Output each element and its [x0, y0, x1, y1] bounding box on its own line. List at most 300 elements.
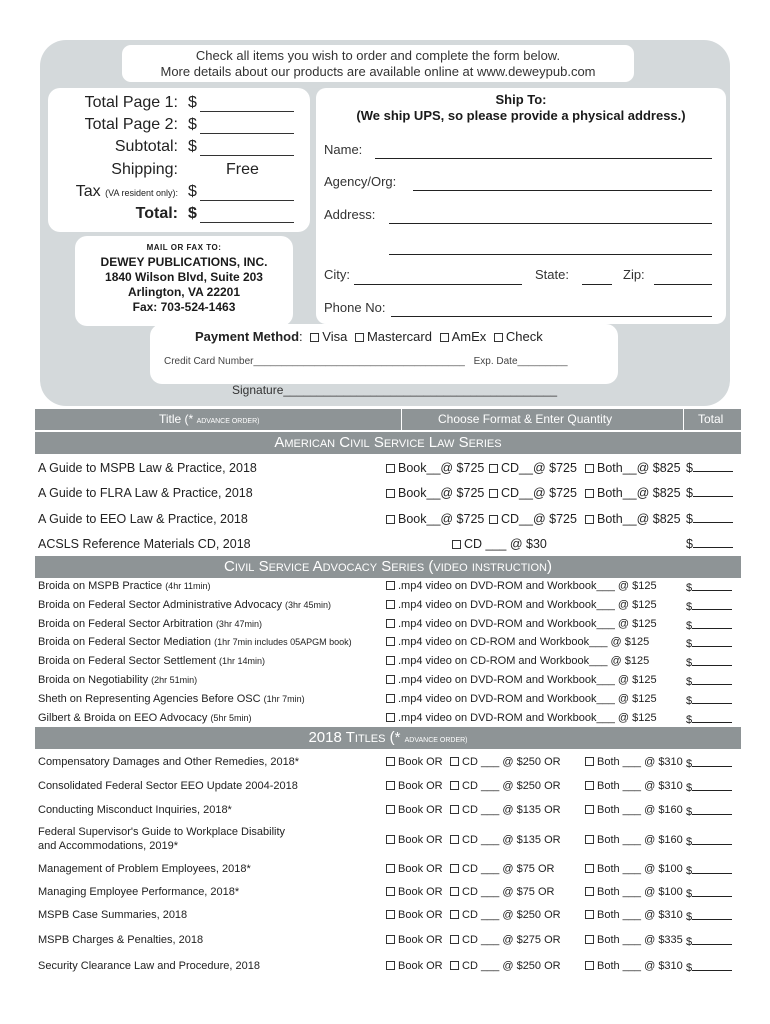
dollar-sign: $: [686, 936, 693, 948]
format-option: [382, 909, 443, 921]
checkbox[interactable]: [386, 515, 395, 524]
checkbox[interactable]: [585, 781, 594, 790]
amex-checkbox[interactable]: [440, 333, 449, 342]
subtotal-row: Subtotal: $: [48, 138, 310, 160]
option-label: .mp4 video on DVD-ROM and Workbook___ @ $125: [398, 692, 657, 705]
option-label: Book OR: [398, 934, 443, 946]
checkbox[interactable]: [585, 515, 594, 524]
format-options: [38, 934, 738, 948]
shipping-row: Shipping: Free: [111, 161, 259, 178]
checkbox[interactable]: [386, 910, 395, 919]
title-text: Broida on MSPB Practice: [38, 580, 163, 592]
format-options: [38, 863, 738, 877]
total-field[interactable]: [692, 636, 732, 647]
item-title: A Guide to MSPB Law & Practice, 2018: [38, 461, 257, 475]
duration: (3hr 45min): [285, 599, 332, 610]
row-total: [686, 655, 732, 669]
format-option: [382, 960, 443, 972]
agency-field[interactable]: [413, 190, 712, 191]
row-total: [686, 960, 732, 974]
tax-row: Tax (VA resident only): $: [48, 183, 310, 205]
checkbox[interactable]: [585, 489, 594, 498]
duration: (2hr 51min): [151, 675, 198, 685]
checkbox[interactable]: [450, 935, 459, 944]
option-label: CD ___ @ $250 OR: [462, 909, 561, 921]
name-label: Name:: [324, 142, 363, 157]
checkbox[interactable]: [585, 464, 594, 473]
option-label: CD ___ @ $75 OR: [462, 886, 555, 898]
payment-box: [150, 324, 618, 384]
checkbox[interactable]: [585, 961, 594, 970]
dollar-sign: $: [686, 486, 693, 500]
option-label: .mp4 video on DVD-ROM and Workbook___ @ $125: [398, 711, 657, 724]
header-divider: [401, 409, 402, 430]
title-text: MSPB Charges & Penalties, 2018: [38, 934, 204, 946]
title-text: Federal Supervisor's Guide to Workplace Disability: [38, 826, 286, 838]
title-text: Management of Problem Employees, 2018*: [38, 863, 251, 875]
option-label: CD ___ @ $30: [464, 537, 547, 551]
option-label: CD ___ @ $250 OR: [462, 780, 561, 792]
option-label: CD ___ @ $135 OR: [462, 804, 561, 816]
duration: (4hr 11min): [165, 581, 211, 591]
format-options: [38, 886, 738, 900]
mail-fax-box: [75, 236, 293, 326]
total-page-2-field[interactable]: [200, 133, 294, 134]
item-title: [38, 580, 211, 592]
title-text: Broida on Federal Sector Settlement: [38, 655, 216, 668]
option-label: Both__@ $825: [597, 461, 681, 475]
total-field[interactable]: [693, 537, 733, 548]
item-title: [38, 693, 305, 705]
total-column-header: Total: [698, 412, 724, 426]
option-label: Book__@ $725: [398, 512, 485, 526]
format-option: [382, 655, 649, 667]
option-label: CD__@ $725: [501, 512, 577, 526]
row-total: [686, 599, 732, 613]
address-field-2[interactable]: [389, 254, 712, 255]
ship-to-note: (We ship UPS, so please provide a physical address.): [356, 108, 686, 123]
checkbox[interactable]: [489, 489, 498, 498]
format-option: [581, 512, 681, 526]
format-option: [382, 886, 443, 898]
total-field[interactable]: [692, 886, 732, 897]
instructions-line-1: Check all items you wish to order and complete the form below.: [195, 48, 561, 63]
option-label: Book__@ $725: [398, 461, 485, 475]
option-label: Book OR: [398, 863, 443, 875]
option-label: Both ___ @ $160: [597, 804, 683, 816]
checkbox[interactable]: [585, 887, 594, 896]
format-option: [382, 863, 443, 875]
option-label: Both ___ @ $100: [597, 863, 683, 875]
title-text: Broida on Federal Sector Administrative Advocacy: [38, 598, 282, 611]
format-option: [382, 834, 443, 846]
format-option: [581, 834, 683, 846]
signature-field[interactable]: Signature_________________________________________: [232, 383, 557, 397]
dollar-sign: $: [686, 600, 693, 613]
instructions-banner: [122, 45, 634, 82]
option-label: Both ___ @ $335: [597, 934, 683, 946]
checkbox[interactable]: [450, 961, 459, 970]
dollar-sign: $: [686, 694, 693, 707]
checkbox[interactable]: [386, 835, 395, 844]
format-option: [446, 834, 561, 846]
total-field[interactable]: [692, 580, 732, 591]
title-text: Gilbert & Broida on EEO Advocacy: [38, 711, 208, 724]
format-option: [446, 756, 561, 768]
row-total: [686, 909, 732, 923]
checkbox[interactable]: [386, 600, 395, 609]
dollar-sign: $: [686, 638, 693, 651]
option-label: Both ___ @ $310: [597, 909, 683, 921]
state-field[interactable]: [582, 284, 612, 285]
duration: (1hr 7min includes 05APGM book): [214, 637, 352, 648]
option-label: Both ___ @ $100: [597, 886, 683, 898]
format-options: [38, 960, 738, 974]
state-label: State:: [535, 267, 569, 282]
instructions-line-2: More details about our products are available online at www.deweypub.com: [160, 64, 596, 79]
grand-total-row: Total: $: [48, 205, 310, 227]
checkbox[interactable]: [585, 910, 594, 919]
total-field[interactable]: [692, 863, 732, 874]
format-option: [446, 909, 561, 921]
option-label: Both ___ @ $160: [597, 834, 683, 846]
option-label: CD__@ $725: [501, 461, 577, 475]
phone-label: Phone No:: [324, 300, 386, 315]
option-label: CD ___ @ $275 OR: [462, 934, 561, 946]
titles-2018-section-header: 2018 Titles (* ADVANCE ORDER): [35, 727, 741, 749]
total-field[interactable]: [692, 804, 732, 815]
credit-card-row: [164, 356, 568, 367]
payment-method-label: Payment Method: [195, 329, 300, 344]
checkbox[interactable]: [489, 515, 498, 524]
dollar-sign: $: [686, 758, 693, 770]
checkbox[interactable]: [452, 540, 461, 549]
option-label: Both ___ @ $310: [597, 780, 683, 792]
company-fax: Fax: 703-524-1463: [132, 300, 236, 314]
agency-label: Agency/Org:: [324, 174, 397, 189]
option-label: .mp4 video on CD-ROM and Workbook___ @ $125: [398, 636, 650, 649]
checkbox[interactable]: [386, 887, 395, 896]
row-total: [686, 886, 732, 900]
checkbox[interactable]: [450, 835, 459, 844]
item-title: [38, 636, 352, 648]
item-title: A Guide to FLRA Law & Practice, 2018: [38, 486, 253, 500]
checkbox[interactable]: [386, 619, 395, 628]
dollar-sign: $: [686, 619, 693, 632]
duration: (1hr 7min): [263, 693, 305, 704]
dollar-sign: $: [686, 537, 693, 551]
phone-field[interactable]: [391, 316, 712, 317]
visa-checkbox[interactable]: [310, 333, 319, 342]
option-label: CD ___ @ $75 OR: [462, 863, 555, 875]
checkbox[interactable]: [386, 656, 395, 665]
grand-total-field[interactable]: [200, 222, 294, 223]
format-option: [446, 886, 555, 898]
zip-label: Zip:: [623, 267, 645, 282]
format-option: [382, 486, 484, 500]
total-field[interactable]: [693, 512, 733, 523]
company-address-1: 1840 Wilson Blvd, Suite 203: [105, 270, 263, 284]
format-column-header: Choose Format & Enter Quantity: [438, 412, 613, 426]
item-title: [38, 712, 251, 724]
format-option: [485, 461, 577, 475]
row-total: [686, 486, 733, 500]
format-option: [446, 960, 561, 972]
dollar-sign: $: [686, 782, 693, 794]
company-address-2: Arlington, VA 22201: [127, 285, 241, 299]
total-field[interactable]: [692, 934, 732, 945]
row-total: [686, 712, 732, 726]
format-option: [446, 780, 561, 792]
option-label: CD ___ @ $250 OR: [462, 960, 561, 972]
name-field[interactable]: [375, 158, 712, 159]
checkbox[interactable]: [386, 637, 395, 646]
exp-date-field[interactable]: Exp. Date_________: [473, 356, 568, 367]
format-option: [581, 780, 683, 792]
format-option: [581, 486, 681, 500]
option-label: Book OR: [398, 886, 443, 898]
total-field[interactable]: [692, 780, 732, 791]
mastercard-checkbox[interactable]: [355, 333, 364, 342]
total-page-1-row: Total Page 1: $: [48, 94, 310, 116]
option-label: Both__@ $825: [597, 486, 681, 500]
format-options: [38, 834, 738, 848]
dollar-sign: $: [686, 865, 693, 877]
city-field[interactable]: [354, 284, 522, 285]
option-label: Both ___ @ $310: [597, 756, 683, 768]
option-label: .mp4 video on CD-ROM and Workbook___ @ $125: [398, 655, 650, 668]
format-option: [382, 756, 443, 768]
row-total: [686, 804, 732, 818]
option-label: .mp4 video on DVD-ROM and Workbook___ @ $125: [398, 674, 657, 686]
row-total: [686, 863, 732, 877]
dollar-sign: $: [686, 676, 693, 688]
title-text: Consolidated Federal Sector EEO Update 2004-2018: [38, 780, 298, 792]
format-option: [382, 618, 657, 630]
format-options: [38, 804, 738, 818]
table-header: [35, 409, 741, 430]
format-option: [581, 461, 681, 475]
payment-method-row: Payment Method: Visa Mastercard AmEx Check: [195, 329, 543, 344]
format-option: [581, 934, 683, 946]
row-total: [686, 636, 732, 650]
title-text: Managing Employee Performance, 2018*: [38, 886, 240, 898]
title-text: Conducting Misconduct Inquiries, 2018*: [38, 804, 232, 816]
option-label: Book OR: [398, 756, 443, 768]
checkbox[interactable]: [386, 781, 395, 790]
checkbox[interactable]: [386, 757, 395, 766]
checkbox[interactable]: [489, 464, 498, 473]
format-option: [382, 636, 649, 648]
format-option: [382, 712, 657, 724]
total-page-2-row: Total Page 2: $: [48, 116, 310, 138]
checkbox[interactable]: [386, 961, 395, 970]
checkbox[interactable]: [386, 694, 395, 703]
title-text-line-2: and Accommodations, 2019*: [38, 840, 179, 852]
dollar-sign: $: [686, 806, 693, 818]
row-total: [686, 834, 732, 848]
format-option: [382, 780, 443, 792]
checkbox[interactable]: [450, 781, 459, 790]
address-field-1[interactable]: [389, 223, 712, 224]
format-option: [581, 960, 683, 972]
format-option: [485, 486, 577, 500]
checkbox[interactable]: [585, 835, 594, 844]
checkbox[interactable]: [386, 713, 395, 722]
total-page-1-field[interactable]: [200, 111, 294, 112]
item-title: [38, 618, 262, 630]
shipping-value: Free: [226, 161, 259, 178]
total-field[interactable]: [692, 618, 732, 629]
item-title: ACSLS Reference Materials CD, 2018: [38, 537, 251, 551]
option-label: Book OR: [398, 909, 443, 921]
total-field[interactable]: [693, 461, 733, 472]
checkbox[interactable]: [386, 805, 395, 814]
row-total: [686, 580, 732, 594]
option-label: Book OR: [398, 804, 443, 816]
ship-to-title: Ship To:: [495, 92, 547, 107]
format-option: [382, 934, 443, 946]
credit-card-number-field[interactable]: Credit Card Number______________________________________: [164, 356, 465, 367]
checkbox[interactable]: [585, 805, 594, 814]
dollar-sign: $: [686, 512, 693, 526]
format-option: [382, 674, 657, 686]
checkbox[interactable]: [450, 864, 459, 873]
option-label: Both ___ @ $310: [597, 960, 683, 972]
option-label: CD ___ @ $250 OR: [462, 756, 561, 768]
checkbox[interactable]: [386, 489, 395, 498]
checkbox[interactable]: [450, 757, 459, 766]
city-label: City:: [324, 267, 350, 282]
format-option: [382, 804, 443, 816]
acsls-section-header: American Civil Service Law Series: [35, 432, 741, 454]
row-total: [686, 537, 733, 551]
format-option: [382, 693, 657, 705]
format-option: [446, 863, 555, 875]
mail-caption: MAIL OR FAX TO:: [146, 243, 222, 252]
checkbox[interactable]: [386, 864, 395, 873]
option-label: Book__@ $725: [398, 486, 485, 500]
ship-to-box: [316, 88, 726, 324]
item-title: A Guide to EEO Law & Practice, 2018: [38, 512, 248, 526]
option-label: .mp4 video on DVD-ROM and Workbook___ @ $125: [398, 580, 657, 592]
company-name: DEWEY PUBLICATIONS, INC.: [100, 255, 268, 269]
total-field[interactable]: [693, 486, 733, 497]
row-total: [686, 693, 732, 707]
total-field[interactable]: [692, 909, 732, 920]
format-option: [581, 863, 683, 875]
title-text: Compensatory Damages and Other Remedies, 2018*: [38, 756, 300, 768]
option-label: Both__@ $825: [597, 512, 681, 526]
total-field[interactable]: [692, 960, 732, 971]
row-total: [686, 674, 732, 688]
row-total: [686, 934, 732, 948]
option-label: Book OR: [398, 834, 443, 846]
format-option: [485, 512, 577, 526]
row-total: [686, 512, 733, 526]
header-divider: [683, 409, 684, 430]
title-text: Broida on Federal Sector Arbitration: [38, 617, 213, 630]
total-field[interactable]: [692, 655, 732, 666]
dollar-sign: $: [686, 836, 693, 848]
format-option: [382, 580, 657, 592]
checkbox[interactable]: [386, 581, 395, 590]
format-option: [581, 756, 683, 768]
item-title: [38, 674, 197, 686]
option-label: Book OR: [398, 780, 443, 792]
checkbox[interactable]: [386, 675, 395, 684]
row-total: [686, 780, 732, 794]
format-options: [38, 780, 738, 794]
total-field[interactable]: [692, 674, 732, 685]
checkbox[interactable]: [386, 935, 395, 944]
checkbox[interactable]: [585, 864, 594, 873]
zip-field[interactable]: [654, 284, 712, 285]
checkbox[interactable]: [386, 464, 395, 473]
csas-section-header: Civil Service Advocacy Series (video instruction): [35, 556, 741, 578]
checkbox[interactable]: [450, 910, 459, 919]
format-option: [446, 804, 561, 816]
format-option: [446, 934, 561, 946]
format-option: [581, 804, 683, 816]
title-text: Broida on Federal Sector Mediation: [38, 636, 212, 649]
dollar-sign: $: [686, 962, 693, 974]
row-total: [686, 756, 732, 770]
format-option: [382, 512, 484, 526]
dollar-sign: $: [686, 888, 693, 900]
duration: (5hr 5min): [210, 712, 252, 723]
total-field[interactable]: [692, 693, 732, 704]
format-option: [382, 461, 484, 475]
checkbox[interactable]: [585, 757, 594, 766]
total-field[interactable]: [692, 712, 732, 723]
dollar-sign: $: [686, 657, 693, 670]
checkbox[interactable]: [450, 805, 459, 814]
format-option: [581, 886, 683, 898]
total-field[interactable]: [692, 834, 732, 845]
checkbox[interactable]: [585, 935, 594, 944]
item-title: [38, 655, 265, 667]
dollar-sign: $: [686, 713, 693, 726]
item-title: [38, 599, 331, 611]
option-label: .mp4 video on DVD-ROM and Workbook___ @ $125: [398, 617, 657, 630]
title-text: Sheth on Representing Agencies Before OSC: [38, 692, 261, 705]
row-total: [686, 461, 733, 475]
total-field[interactable]: [692, 599, 732, 610]
totals-box: [48, 88, 310, 232]
format-option: [581, 909, 683, 921]
duration: (1hr 14min): [219, 656, 266, 667]
option-label: CD ___ @ $135 OR: [462, 834, 561, 846]
format-options: [38, 909, 738, 923]
dollar-sign: $: [686, 911, 693, 923]
checkbox[interactable]: [450, 887, 459, 896]
address-label: Address:: [324, 207, 376, 222]
tax-field[interactable]: [200, 200, 294, 201]
row-total: [686, 618, 732, 632]
dollar-sign: $: [686, 582, 693, 594]
title-column-header: Title (* ADVANCE ORDER): [159, 412, 260, 426]
total-field[interactable]: [692, 756, 732, 767]
format-option: [448, 537, 547, 551]
option-label: Book OR: [398, 960, 443, 972]
title-text: Security Clearance Law and Procedure, 2018: [38, 960, 260, 972]
option-label: .mp4 video on DVD-ROM and Workbook___ @ $125: [398, 598, 657, 611]
format-options: [38, 756, 738, 770]
subtotal-field[interactable]: [200, 155, 294, 156]
option-label: CD__@ $725: [501, 486, 577, 500]
check-checkbox[interactable]: [494, 333, 503, 342]
